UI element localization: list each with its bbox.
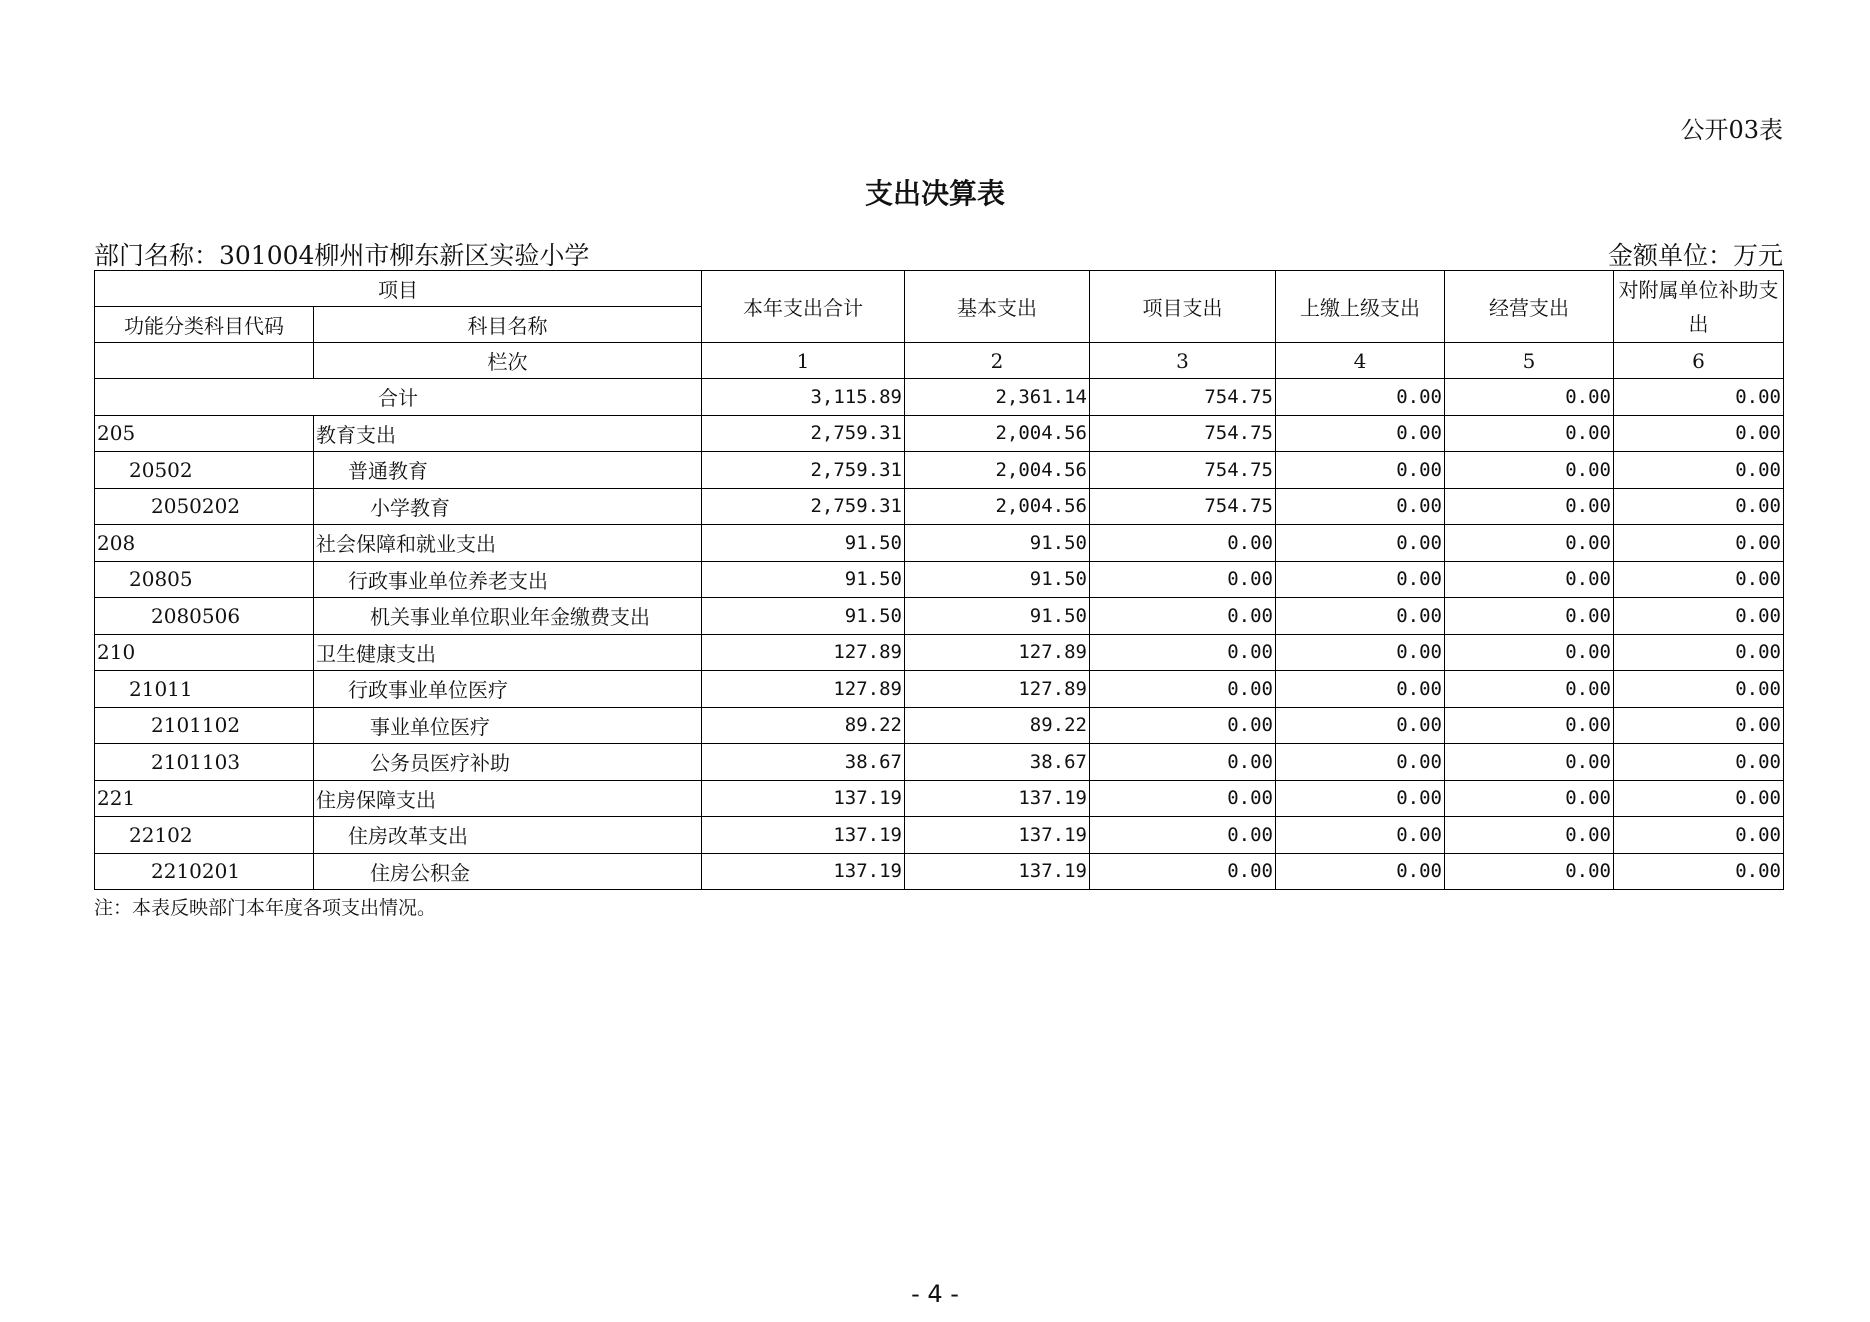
row-code: 205: [95, 415, 314, 452]
table-row: [95, 853, 1784, 890]
row-value: 0.00: [1614, 415, 1784, 452]
row-value: 0.00: [1445, 598, 1614, 635]
row-value: 0.00: [1090, 598, 1276, 635]
row-value: 0.00: [1445, 744, 1614, 781]
row-value: 0.00: [1090, 744, 1276, 781]
row-value: 0.00: [1445, 452, 1614, 489]
row-value: 91.50: [702, 598, 905, 635]
row-value: 2,759.31: [702, 452, 905, 489]
table-row: [95, 707, 1784, 744]
table-row: [95, 561, 1784, 598]
row-value: 127.89: [905, 634, 1090, 671]
header-project-expenditure: 项目支出: [1090, 271, 1276, 343]
row-value: 0.00: [1090, 671, 1276, 708]
total-value: 0.00: [1276, 379, 1445, 416]
header-basic-expenditure: 基本支出: [905, 271, 1090, 343]
table-row: [95, 671, 1784, 708]
row-value: 137.19: [702, 780, 905, 817]
row-code: 210: [95, 634, 314, 671]
row-value: 0.00: [1445, 707, 1614, 744]
row-value: 0.00: [1276, 707, 1445, 744]
header-blank: [95, 343, 314, 379]
row-code: 2101102: [95, 707, 314, 744]
row-value: 0.00: [1614, 488, 1784, 525]
row-name: 小学教育: [314, 488, 702, 525]
row-value: 0.00: [1614, 525, 1784, 562]
row-code: 20502: [95, 452, 314, 489]
row-value: 0.00: [1276, 671, 1445, 708]
row-value: 0.00: [1614, 561, 1784, 598]
row-value: 0.00: [1276, 853, 1445, 890]
row-value: 91.50: [905, 525, 1090, 562]
row-value: 0.00: [1090, 707, 1276, 744]
row-code: 221: [95, 780, 314, 817]
table-row: [95, 634, 1784, 671]
row-name: 住房保障支出: [314, 780, 702, 817]
header-subsidy-affiliated: 对附属单位补助支出: [1614, 271, 1784, 343]
header-remit-superior: 上缴上级支出: [1276, 271, 1445, 343]
table-row: [95, 525, 1784, 562]
row-value: 0.00: [1090, 525, 1276, 562]
column-index: 4: [1276, 343, 1445, 379]
row-code: 2050202: [95, 488, 314, 525]
table-row: [95, 415, 1784, 452]
row-value: 137.19: [702, 817, 905, 854]
row-code: 208: [95, 525, 314, 562]
row-value: 0.00: [1276, 415, 1445, 452]
row-value: 0.00: [1614, 452, 1784, 489]
column-index: 2: [905, 343, 1090, 379]
row-value: 0.00: [1445, 525, 1614, 562]
row-value: 754.75: [1090, 488, 1276, 525]
row-value: 2,004.56: [905, 452, 1090, 489]
row-value: 2,759.31: [702, 488, 905, 525]
row-code: 2101103: [95, 744, 314, 781]
row-value: 0.00: [1090, 853, 1276, 890]
row-value: 89.22: [702, 707, 905, 744]
row-value: 137.19: [905, 780, 1090, 817]
row-value: 0.00: [1276, 452, 1445, 489]
row-value: 0.00: [1614, 853, 1784, 890]
row-value: 137.19: [905, 817, 1090, 854]
table-row: [95, 598, 1784, 635]
row-value: 0.00: [1445, 561, 1614, 598]
row-value: 91.50: [702, 525, 905, 562]
row-name: 卫生健康支出: [314, 634, 702, 671]
row-value: 0.00: [1445, 415, 1614, 452]
total-value: 2,361.14: [905, 379, 1090, 416]
row-value: 0.00: [1445, 817, 1614, 854]
row-value: 0.00: [1614, 598, 1784, 635]
header-column-order: 栏次: [314, 343, 702, 379]
row-code: 21011: [95, 671, 314, 708]
row-value: 0.00: [1276, 488, 1445, 525]
row-value: 137.19: [702, 853, 905, 890]
table-row: [95, 452, 1784, 489]
row-value: 0.00: [1276, 598, 1445, 635]
row-value: 0.00: [1276, 525, 1445, 562]
row-value: 0.00: [1445, 780, 1614, 817]
row-code: 22102: [95, 817, 314, 854]
total-value: 0.00: [1614, 379, 1784, 416]
row-value: 2,004.56: [905, 415, 1090, 452]
table-row: [95, 780, 1784, 817]
row-value: 0.00: [1614, 744, 1784, 781]
department-name: 部门名称：301004柳州市柳东新区实验小学: [94, 241, 590, 270]
header-project: 项目: [95, 271, 702, 307]
row-name: 公务员医疗补助: [314, 744, 702, 781]
row-value: 91.50: [905, 598, 1090, 635]
row-value: 0.00: [1445, 488, 1614, 525]
row-code: 2210201: [95, 853, 314, 890]
total-row: [95, 379, 1784, 416]
row-name: 行政事业单位医疗: [314, 671, 702, 708]
total-value: 754.75: [1090, 379, 1276, 416]
row-name: 普通教育: [314, 452, 702, 489]
row-value: 754.75: [1090, 452, 1276, 489]
row-value: 91.50: [905, 561, 1090, 598]
header-name: 科目名称: [314, 307, 702, 343]
row-value: 0.00: [1445, 671, 1614, 708]
amount-unit: 金额单位：万元: [1607, 241, 1783, 270]
row-code: 2080506: [95, 598, 314, 635]
row-value: 0.00: [1090, 817, 1276, 854]
row-name: 行政事业单位养老支出: [314, 561, 702, 598]
row-name: 教育支出: [314, 415, 702, 452]
row-value: 2,004.56: [905, 488, 1090, 525]
row-value: 137.19: [905, 853, 1090, 890]
row-name: 住房改革支出: [314, 817, 702, 854]
total-value: 0.00: [1445, 379, 1614, 416]
page-number: - 4 -: [911, 1280, 959, 1308]
form-number: 公开03表: [1680, 116, 1783, 144]
column-index: 6: [1614, 343, 1784, 379]
total-label: 合计: [95, 379, 702, 416]
row-value: 754.75: [1090, 415, 1276, 452]
column-index: 3: [1090, 343, 1276, 379]
page-title: 支出决算表: [864, 177, 1005, 210]
row-value: 0.00: [1445, 634, 1614, 671]
row-value: 0.00: [1276, 817, 1445, 854]
row-value: 0.00: [1276, 744, 1445, 781]
row-value: 38.67: [702, 744, 905, 781]
row-value: 89.22: [905, 707, 1090, 744]
header-code: 功能分类科目代码: [95, 307, 314, 343]
row-value: 2,759.31: [702, 415, 905, 452]
row-name: 机关事业单位职业年金缴费支出: [314, 598, 702, 635]
row-value: 127.89: [905, 671, 1090, 708]
row-name: 住房公积金: [314, 853, 702, 890]
header-operating-expenditure: 经营支出: [1445, 271, 1614, 343]
column-index: 1: [702, 343, 905, 379]
row-value: 0.00: [1276, 561, 1445, 598]
row-value: 0.00: [1090, 561, 1276, 598]
table-row: [95, 817, 1784, 854]
row-value: 0.00: [1614, 780, 1784, 817]
row-value: 0.00: [1090, 780, 1276, 817]
expenditure-table: [94, 270, 1784, 890]
row-code: 20805: [95, 561, 314, 598]
row-value: 0.00: [1276, 634, 1445, 671]
table-row: [95, 744, 1784, 781]
total-value: 3,115.89: [702, 379, 905, 416]
row-value: 0.00: [1614, 671, 1784, 708]
row-value: 38.67: [905, 744, 1090, 781]
row-value: 0.00: [1276, 780, 1445, 817]
row-value: 0.00: [1090, 634, 1276, 671]
row-name: 事业单位医疗: [314, 707, 702, 744]
table-row: [95, 488, 1784, 525]
row-name: 社会保障和就业支出: [314, 525, 702, 562]
row-value: 0.00: [1614, 634, 1784, 671]
row-value: 0.00: [1614, 707, 1784, 744]
row-value: 127.89: [702, 671, 905, 708]
header-total-expenditure: 本年支出合计: [702, 271, 905, 343]
row-value: 0.00: [1614, 817, 1784, 854]
row-value: 127.89: [702, 634, 905, 671]
row-value: 91.50: [702, 561, 905, 598]
column-index: 5: [1445, 343, 1614, 379]
row-value: 0.00: [1445, 853, 1614, 890]
table-note: 注：本表反映部门本年度各项支出情况。: [94, 897, 437, 919]
